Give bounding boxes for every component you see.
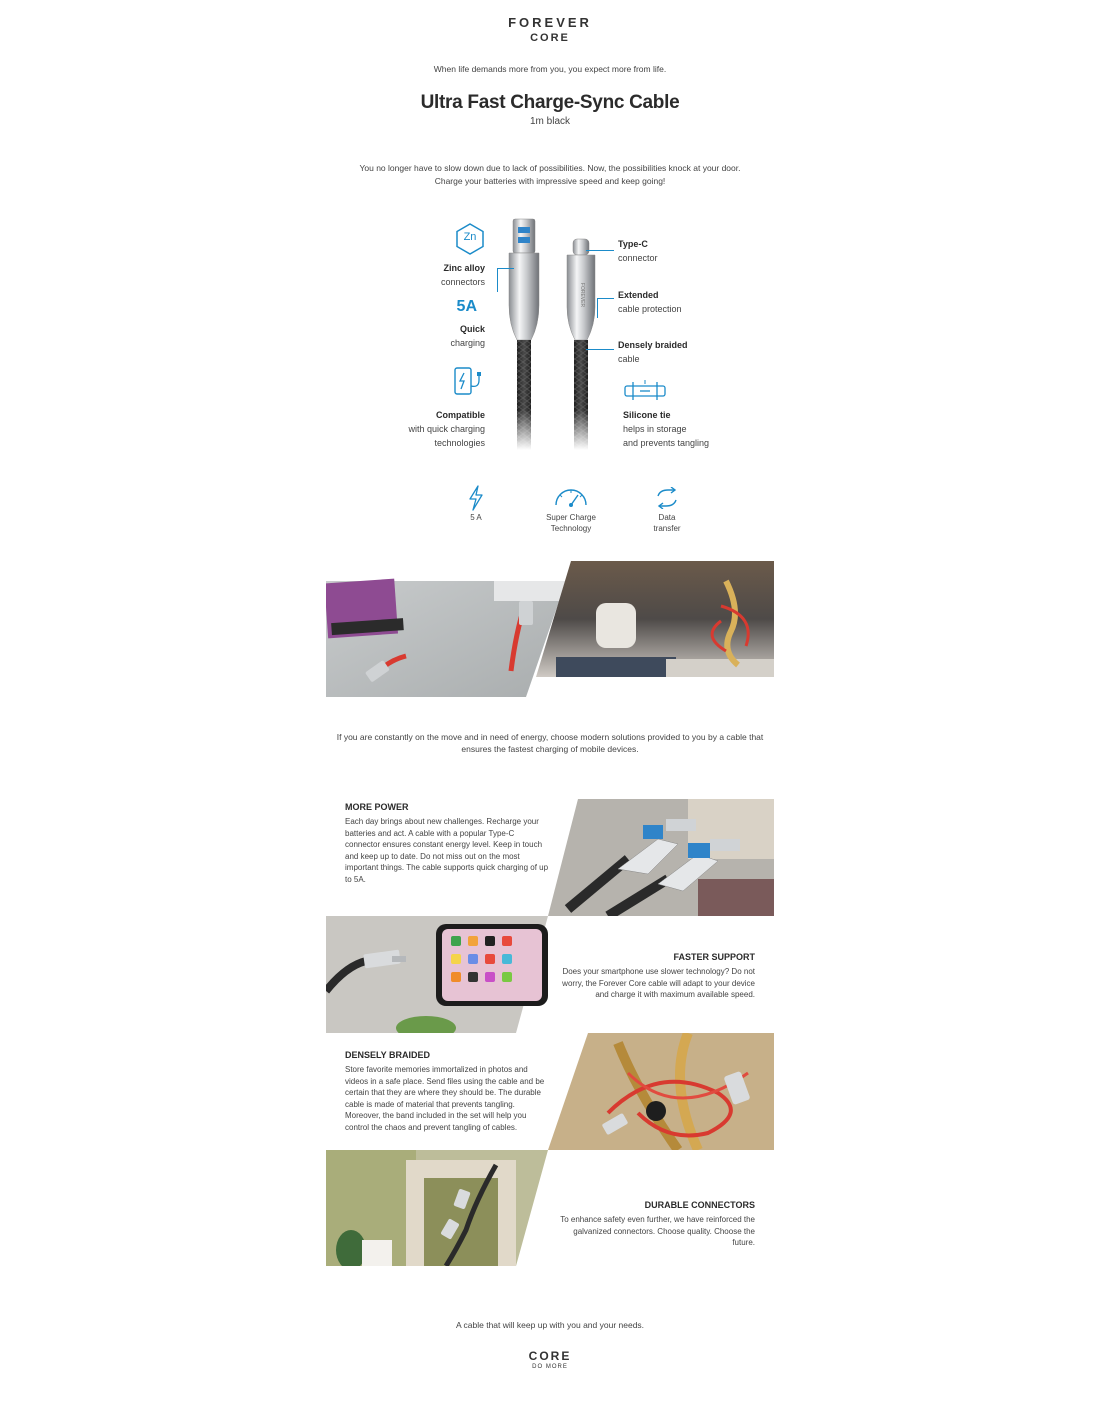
- braid-text: cable: [618, 354, 640, 364]
- connectors-photo: [548, 799, 774, 916]
- footer-slogan: DO MORE: [532, 1364, 568, 1370]
- extended-pointer-line: [597, 298, 614, 299]
- extended-pointer-line-vertical: [597, 298, 598, 318]
- feature-typec: [618, 237, 738, 265]
- durable-connectors-title: DURABLE CONNECTORS: [644, 1200, 755, 1210]
- tie-text2: and prevents tangling: [623, 438, 710, 448]
- compat-title: Compatible: [435, 410, 485, 420]
- five-amp-label: 5A: [456, 298, 477, 315]
- compat-text2: technologies: [434, 438, 485, 448]
- silicone-tie-icon: [623, 378, 667, 404]
- picture-frame-photo: [326, 1150, 548, 1266]
- feature-extended: [618, 288, 738, 316]
- typec-text: connector: [618, 253, 658, 263]
- zinc-pointer-line-vertical: [497, 268, 498, 292]
- phone-charging-icon: [452, 366, 488, 398]
- more-power-title: MORE POWER: [345, 802, 409, 812]
- typec-pointer-line: [586, 250, 614, 251]
- icon-caption-supercharge-line1: Super Charge: [546, 513, 596, 522]
- quick-text: charging: [450, 338, 485, 348]
- zinc-icon-text: Zn: [463, 231, 477, 243]
- faster-support-block: [550, 952, 755, 1001]
- braid-title: Densely braided: [618, 340, 688, 350]
- logo-line2: CORE: [530, 32, 570, 44]
- speedometer-icon: [553, 486, 589, 508]
- icon-caption-5a: [446, 512, 506, 523]
- zinc-pointer-line: [497, 268, 514, 269]
- tagline: When life demands more from you, you expect more from life.: [433, 64, 667, 74]
- closing-text: A cable that will keep up with you and your needs.: [455, 1320, 645, 1330]
- page-subtitle: 1m black: [529, 116, 570, 127]
- feature-compatible: [380, 408, 485, 450]
- tangled-cable-photo: [548, 1033, 774, 1150]
- faster-support-title: FASTER SUPPORT: [673, 952, 755, 962]
- icon-caption-supercharge: [531, 512, 611, 534]
- connector-brand-text: FOREVER: [579, 282, 585, 308]
- feature-braided: [618, 338, 738, 366]
- faster-support-text: Does your smartphone use slower technology? Do not worry, the Forever Core cable will adapt to your device and charge it with maximum available speed.: [562, 967, 755, 999]
- icon-caption-5a-line1: 5 A: [470, 513, 482, 522]
- more-power-block: [345, 802, 550, 885]
- footer-logo-text: CORE: [528, 1349, 572, 1363]
- densely-braided-title: DENSELY BRAIDED: [345, 1050, 431, 1060]
- densely-braided-text: Store favorite memories immortalized in photos and videos in a safe place. Send files using the cable and be certain that they are where they should be. The durable cable is made of material that prevents tangling. Moreover, the band included in the set will help you control the chaos and prevent tangling of cables.: [345, 1065, 545, 1132]
- lifestyle-photo-collage: [326, 561, 774, 697]
- ext-title: Extended: [618, 290, 659, 300]
- sync-arrows-icon: [654, 487, 680, 509]
- feature-quick-charging: [395, 322, 485, 350]
- quick-title: Quick: [459, 324, 485, 334]
- page-title: Ultra Fast Charge-Sync Cable: [420, 92, 680, 113]
- bolt-icon: [466, 485, 486, 511]
- zinc-title: Zinc alloy: [443, 263, 485, 273]
- icon-caption-supercharge-line2: Technology: [550, 524, 592, 533]
- zinc-text: connectors: [440, 277, 485, 287]
- tie-title: Silicone tie: [623, 410, 671, 420]
- more-power-text: Each day brings about new challenges. Recharge your batteries and act. A cable with a popular Type-C connector ensures constant energy level. Keep in touch and keep up to date. Do not miss out on the most important things. The cable supports quick charging of up to 5A.: [345, 817, 549, 884]
- ext-text: cable protection: [618, 304, 682, 314]
- densely-braided-block: [345, 1050, 550, 1133]
- durable-connectors-text: To enhance safety even further, we have reinforced the galvanized connectors. Choose quality. Choose the future.: [560, 1215, 755, 1247]
- icon-caption-data: [637, 512, 697, 534]
- typec-title: Type-C: [618, 239, 648, 249]
- durable-connectors-block: [550, 1200, 755, 1249]
- move-and-energy-text: If you are constantly on the move and in need of energy, choose modern solutions provided to you by a cable that ensures the fastest charging of mobile devices.: [336, 732, 764, 754]
- smartphone-photo: [326, 916, 548, 1033]
- intro-text: You no longer have to slow down due to lack of possibilities. Now, the possibilities knock at your door. Charge your batteries with impressive speed and keep going!: [359, 163, 741, 186]
- tie-text1: helps in storage: [623, 424, 687, 434]
- feature-zinc: [395, 261, 485, 289]
- icon-caption-data-line1: Data: [658, 513, 676, 522]
- footer-logo: [0, 1349, 1100, 1370]
- feature-silicone-tie: [623, 408, 753, 450]
- braided-pointer-line: [586, 349, 614, 350]
- icon-caption-data-line2: transfer: [653, 524, 681, 533]
- brand-logo: [0, 15, 1100, 44]
- logo-line1: FOREVER: [508, 15, 592, 30]
- compat-text1: with quick charging: [408, 424, 485, 434]
